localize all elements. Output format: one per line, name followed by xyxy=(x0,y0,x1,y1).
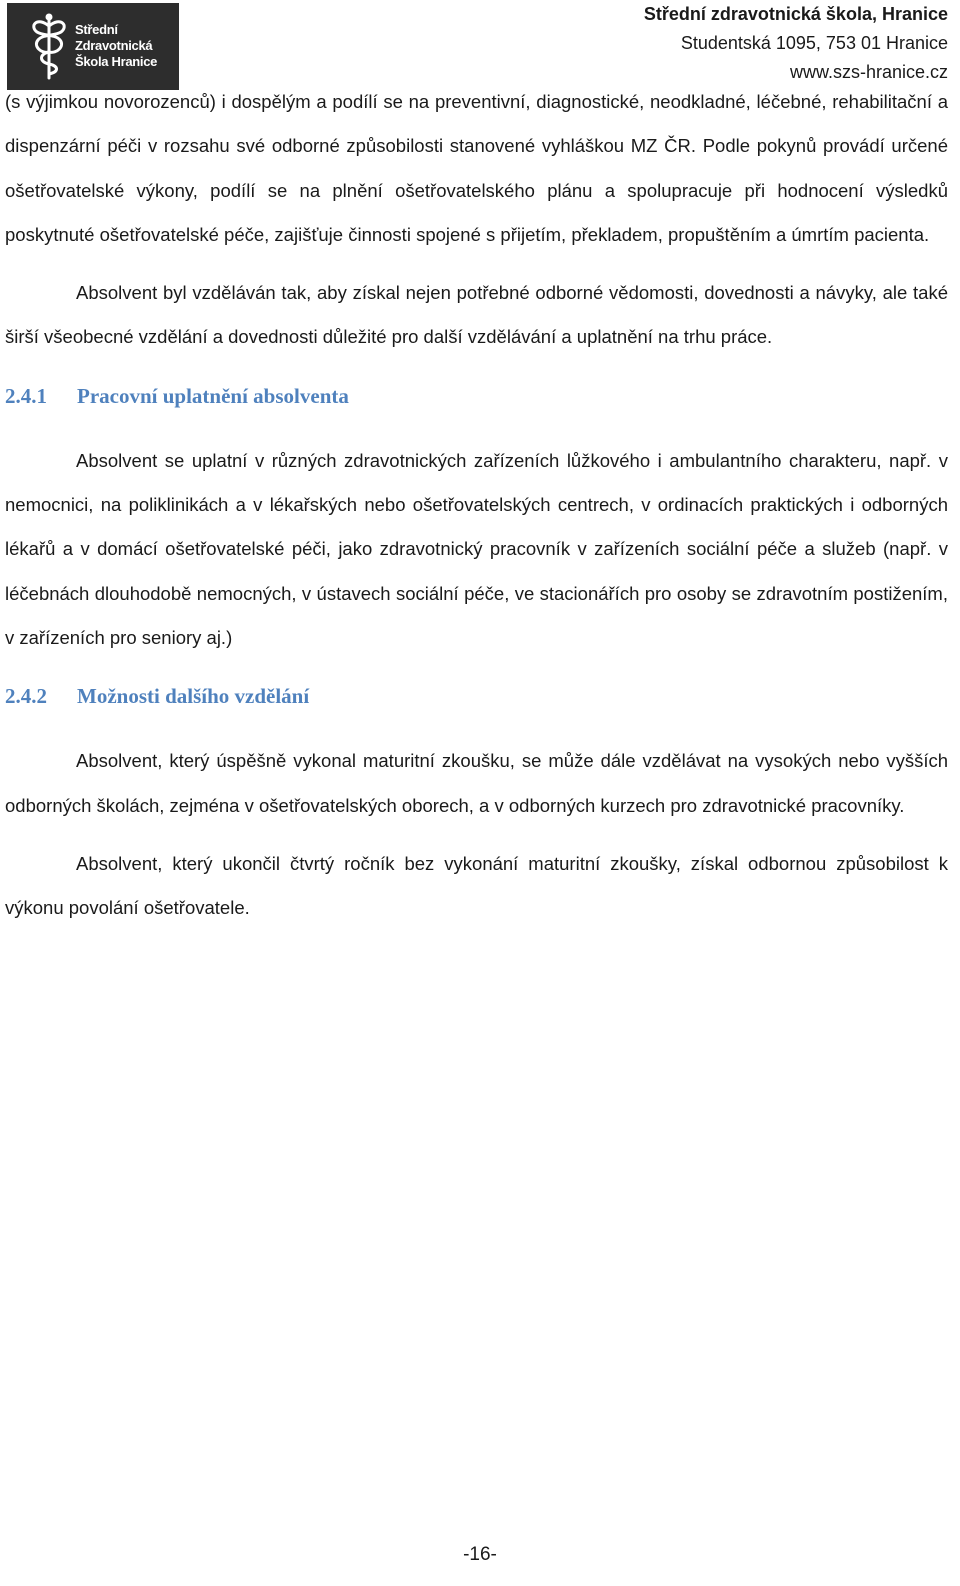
page-number: -16- xyxy=(463,1544,497,1565)
paragraph-graduate-education: Absolvent byl vzděláván tak, aby získal nejen potřebné odborné vědomosti, dovednosti a návyky, ale také širší všeobecné vzdělání a dovednosti důležité pro další vzdělávání a uplatnění na trhu práce. xyxy=(5,282,948,348)
section-number: 2.4.2 xyxy=(5,684,47,709)
document-body xyxy=(5,80,948,930)
logo-line-1: Střední xyxy=(75,22,118,37)
paragraph-further-education: Absolvent, který úspěšně vykonal maturitní zkoušku, se může dále vzdělávat na vysokých nebo vyšších odborných školách, zejména v ošetřovatelských oborech, a v odborných kurzech pro zdravotnické pracovníky. xyxy=(5,750,948,816)
paragraph-continuation: (s výjimkou novorozenců) i dospělým a podílí se na preventivní, diagnostické, neodkladné, léčebné, rehabilitační a dispenzární péči v rozsahu své odborné způsobilosti stanovené vyhláškou MZ ČR. Podle pokynů provádí určené ošetřovatelské výkony, podílí se na plnění ošetřovatelského plánu a spolupracuje při hodnocení výsledků poskytnuté ošetřovatelské péče, zajišťuje činnosti spojené s přijetím, překladem, propuštěním a úmrtím pacienta. xyxy=(5,91,948,245)
logo-line-2: Zdravotnická xyxy=(75,38,153,53)
section-number: 2.4.1 xyxy=(5,383,47,408)
section-heading-employment xyxy=(5,374,948,418)
logo-text xyxy=(75,22,157,70)
paragraph-employment: Absolvent se uplatní v různých zdravotnických zařízeních lůžkového i ambulantního charakteru, např. v nemocnici, na poliklinikách a v lékařských nebo ošetřovatelských centrech, v ordinacích praktických i odborných lékařů a v domácí ošetřovatelské péči, jako zdravotnický pracovník v zařízeních sociální péče a služeb (např. v léčebnách dlouhodobě nemocných, v ústavech sociální péče, ve stacionářích pro osoby se zdravotním postižením, v zařízeních pro seniory aj.) xyxy=(5,449,948,648)
school-website: www.szs-hranice.cz xyxy=(789,62,948,82)
school-name: Střední zdravotnická škola, Hranice xyxy=(643,4,948,24)
school-contact xyxy=(644,0,948,87)
logo-line-3: Škola Hranice xyxy=(75,54,158,69)
section-title: Možnosti dalšího vzdělání xyxy=(77,684,310,709)
caduceus-icon xyxy=(27,12,71,82)
paragraph-nurse-qualification: Absolvent, který ukončil čtvrtý ročník bez vykonání maturitní zkoušky, získal odbornou způsobilost k výkonu povolání ošetřovatele. xyxy=(5,852,948,919)
school-logo xyxy=(7,3,179,90)
school-address: Studentská 1095, 753 01 Hranice xyxy=(680,33,948,53)
section-title: Pracovní uplatnění absolventa xyxy=(77,383,349,408)
section-heading-further-education xyxy=(5,674,948,718)
